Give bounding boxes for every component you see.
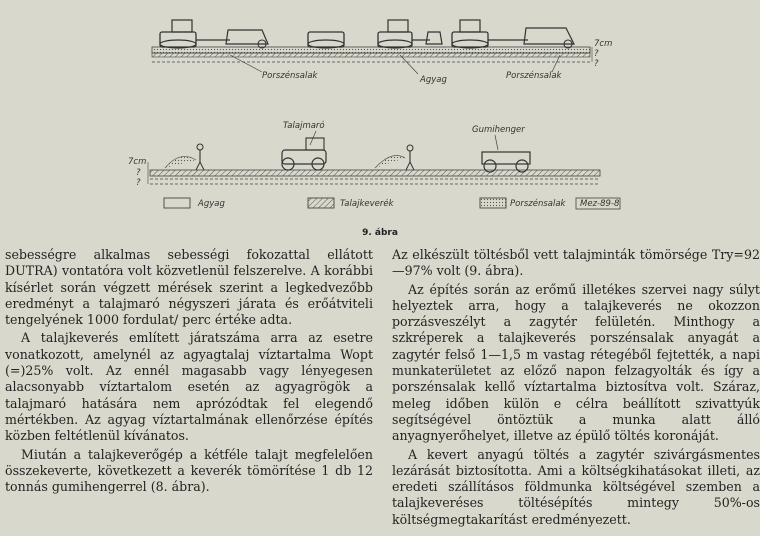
mixing-row xyxy=(128,120,600,188)
legend xyxy=(164,198,620,209)
dim-bottom-q2: ? xyxy=(136,178,141,188)
scraper-icon xyxy=(488,28,574,48)
worker-icon xyxy=(375,145,414,170)
tractor-icon xyxy=(378,20,412,48)
scraper-icon xyxy=(412,32,442,44)
label-talajmaro: Talajmaró xyxy=(283,121,325,131)
right-column xyxy=(392,247,760,528)
figure-caption: 9. ábra xyxy=(362,228,398,238)
dim-top-q2: ? xyxy=(594,59,599,69)
legend-talajkeverek: Talajkeverék xyxy=(340,199,394,209)
soil-mixer-icon xyxy=(282,138,326,170)
tractor-icon xyxy=(160,20,196,48)
label-agyag-top: Agyag xyxy=(420,75,447,85)
worker-icon xyxy=(165,144,204,170)
legend-porszensalak: Porszénsalak xyxy=(510,199,566,209)
stamp: Mez-89-8 xyxy=(580,199,620,209)
scraper-row-top xyxy=(152,20,612,85)
roller-icon xyxy=(482,152,530,172)
figure-9-diagram xyxy=(0,0,760,228)
dim-top-7cm: 7cm xyxy=(594,39,613,49)
label-porszensalak-right: Porszénsalak xyxy=(506,71,562,81)
tractor-icon xyxy=(452,20,488,48)
label-porszensalak-left: Porszénsalak xyxy=(262,71,318,81)
dim-bottom-q1: ? xyxy=(136,168,141,178)
tractor-icon xyxy=(308,32,344,48)
right-paragraph-3: A kevert anyagú töltés a zagytér szivárgásmentes lezárását biztosította. Ami a költségkihatásokat illeti, az eredeti szállításos földmunka költségével szemben a talajkeveréses töltésépítés mintegy 50%-os költségmegtakarítást eredményezett. xyxy=(392,446,760,527)
dim-top-q1: ? xyxy=(594,49,599,59)
right-paragraph-1: Az elkészült töltésből vett talajminták tömörsége Try=92—97% volt (9. ábra). xyxy=(392,247,760,279)
legend-agyag: Agyag xyxy=(198,199,225,209)
left-paragraph-1: sebességre alkalmas sebességi fokozattal ellátott DUTRA) vontatóra volt közvetlenül felszerelve. A korábbi kísérlet során végzett mérések szerint a legkedvezőbb eredményt a talajmaró négyszeri járata és erőátviteli tengelyének 1000 fordulat/ perc értéke adta. xyxy=(5,247,373,328)
label-gumihenger: Gumihenger xyxy=(472,125,525,135)
scraper-icon xyxy=(196,30,268,48)
right-paragraph-2: Az építés során az erőmű illetékes szervei nagy súlyt helyeztek arra, hogy a talajkeverés ne okozzon porzásveszélyt a zagytér felületén. Minthogy a szkréperek a talajkeverés porszénsalak anyagát a zagytér felső 1—1,5 m vastag rétegéből fejtették, a napi munkaterületet az előző napon felzagyolták és így a porszénsalak kellő víztartalma biztosítva volt. Száraz, meleg időben külön e célra beállított szivattyúk segítségével öntöztük a munka alatt álló anyagnyerőhelyet, illetve az épülő töltés koronáját. xyxy=(392,281,760,444)
left-column xyxy=(5,247,373,495)
left-paragraph-3: Miután a talajkeverőgép a kétféle talajt megfelelően összekeverte, következett a keverék tömörítése 1 db 12 tonnás gumihengerrel (8. ábra). xyxy=(5,446,373,495)
dim-bottom-7cm: 7cm xyxy=(128,157,147,167)
left-paragraph-2: A talajkeverés említett járatszáma arra az esetre vonatkozott, amelynél az agyagtalaj víztartalma Wopt (=)25% volt. Az ennél magasabb vagy lényegesen alacsonyabb víztartalom esetén az agyagrögök a talajmaró hatására nem aprózódtak fel elegendő mértékben. Az agyag víztartalmának ellenőrzése építés közben feltétlenül kívánatos. xyxy=(5,330,373,444)
